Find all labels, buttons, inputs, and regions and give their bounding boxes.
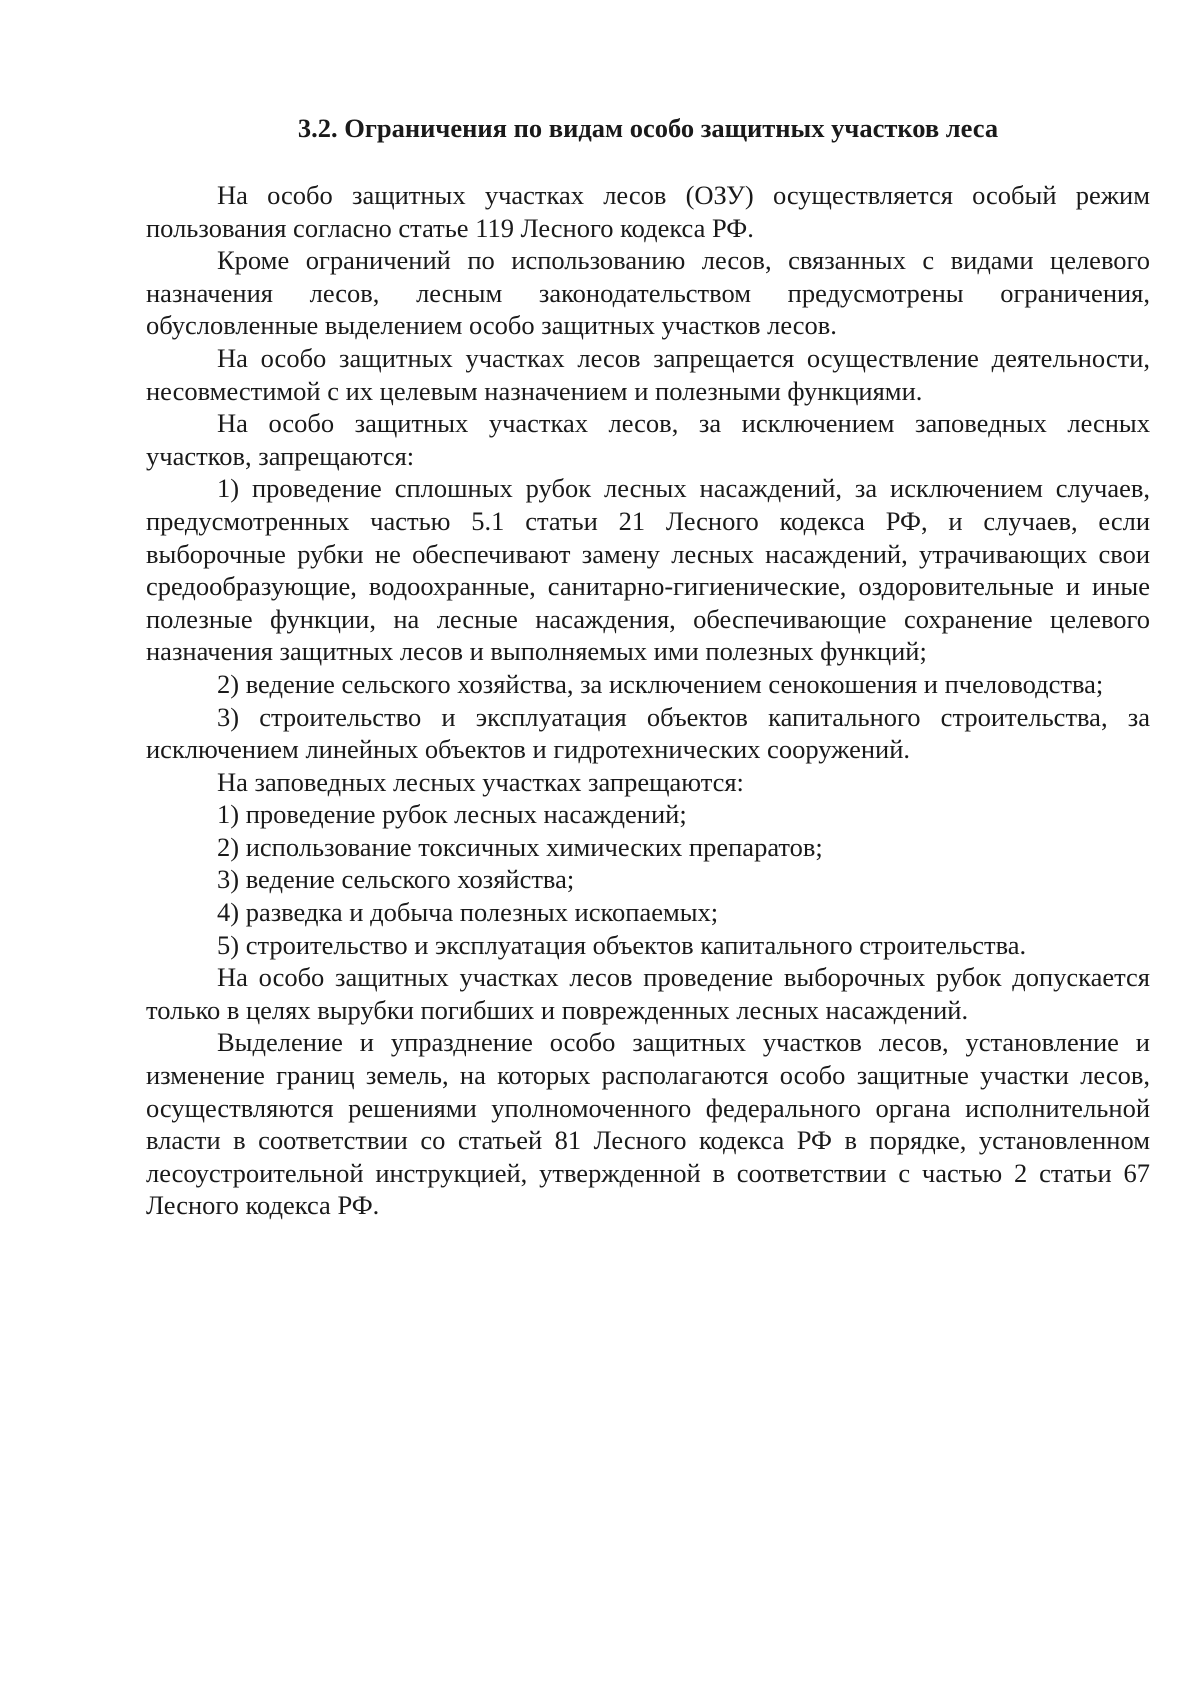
reserved-list-item-felling: 1) проведение рубок лесных насаждений;	[217, 799, 687, 830]
paragraph-restrictions-overview: Кроме ограничений по использованию лесов, связанных с видами целевого назначения лесов, лесным законодательством предусмотрены ограничения, обусловленные выделением особо защитных участков лесов.	[146, 245, 1150, 341]
section-heading: 3.2. Ограничения по видам особо защитных участков леса	[297, 113, 999, 143]
paragraph-prohibitions-intro: На особо защитных участках лесов, за исключением заповедных лесных участков, запрещаются:	[146, 408, 1150, 471]
reserved-list-item-mining: 4) разведка и добыча полезных ископаемых;	[217, 897, 719, 928]
list-item-clear-cutting: 1) проведение сплошных рубок лесных насаждений, за исключением случаев, предусмотренных частью 5.1 статьи 21 Лесного кодекса РФ, и случаев, если выборочные рубки не обеспечивают замену лесных насаждений, утрачивающих свои средообразующие, водоохранные, санитарно-гигиенические, оздоровительные и иные полезные функции, на лесные насаждения, обеспечивающие сохранение целевого назначения защитных лесов и выполняемых ими полезных функций;	[146, 473, 1150, 667]
paragraph-designation-procedure: Выделение и упразднение особо защитных участков лесов, установление и изменение границ земель, на которых располагаются особо защитные участки лесов, осуществляются решениями уполномоченного федерального органа исполнительной власти в соответствии со статьей 81 Лесного кодекса РФ в порядке, установленном лесоустроительной инструкцией, утвержденной в соответствии с частью 2 статьи 67 Лесного кодекса РФ.	[146, 1027, 1150, 1221]
paragraph-reserved-plots-intro: На заповедных лесных участках запрещаются:	[217, 766, 744, 797]
list-item-construction: 3) строительство и эксплуатация объектов капитального строительства, за исключением линейных объектов и гидротехнических сооружений.	[146, 701, 1150, 765]
reserved-list-item-chemicals: 2) использование токсичных химических препаратов;	[217, 831, 823, 862]
paragraph-selective-felling: На особо защитных участках лесов проведение выборочных рубок допускается только в целях вырубки погибших и поврежденных лесных насаждений.	[146, 962, 1150, 1025]
document-page	[146, 112, 1150, 1222]
list-item-agriculture: 2) ведение сельского хозяйства, за исключением сенокошения и пчеловодства;	[217, 668, 1104, 699]
paragraph-ozu-regime: На особо защитных участках лесов (ОЗУ) осуществляется особый режим пользования согласно статье 119 Лесного кодекса РФ.	[146, 180, 1150, 243]
reserved-list-item-construction: 5) строительство и эксплуатация объектов капитального строительства.	[217, 929, 1027, 960]
reserved-list-item-agriculture: 3) ведение сельского хозяйства;	[217, 864, 575, 895]
paragraph-prohibited-activity: На особо защитных участках лесов запрещается осуществление деятельности, несовместимой с их целевым назначением и полезными функциями.	[146, 342, 1150, 406]
